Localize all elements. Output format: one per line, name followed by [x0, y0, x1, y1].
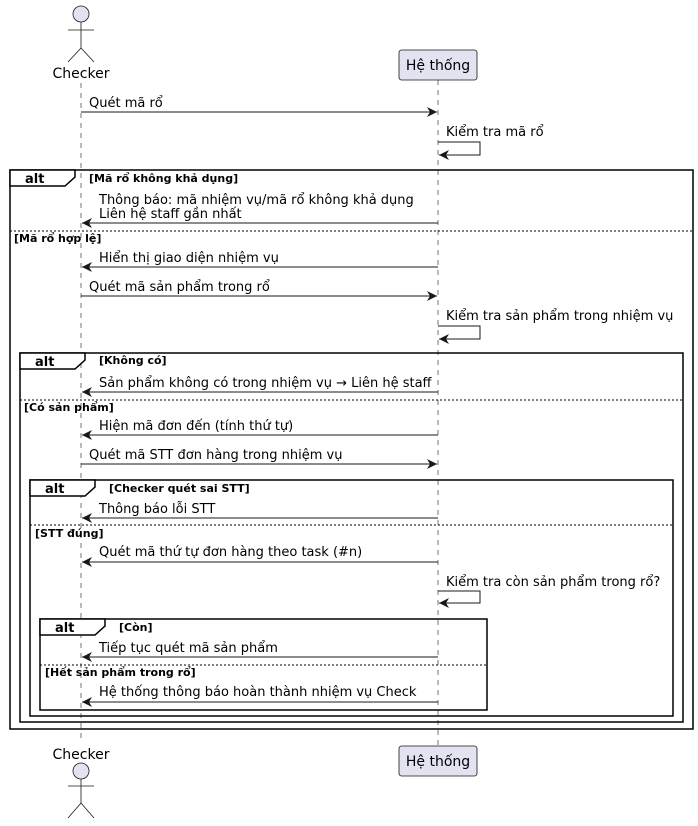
message-label: Kiểm tra còn sản phẩm trong rổ?	[446, 575, 661, 590]
message-label: Quét mã rổ	[89, 96, 163, 111]
message-label: Quét mã STT đơn hàng trong nhiệm vụ	[89, 448, 343, 463]
message-label: Thông báo lỗi STT	[99, 502, 216, 517]
actor-head	[73, 6, 89, 22]
message-label: Quét mã thứ tự đơn hàng theo task (#n)	[99, 545, 363, 560]
checker-name-bottom: Checker	[52, 747, 110, 763]
message-label: Hiện mã đơn đến (tính thứ tự)	[99, 419, 294, 434]
actor-leg-left	[68, 803, 81, 818]
message-label: Liên hệ staff gần nhất	[99, 207, 242, 222]
message-label: Quét mã sản phẩm trong rổ	[89, 280, 270, 295]
actor-leg-right	[81, 48, 94, 62]
actor-leg-right	[81, 803, 94, 818]
system-name-top: Hệ thống	[405, 58, 471, 74]
self-message-arrow	[438, 326, 480, 339]
self-message-arrow	[438, 142, 480, 155]
message-label: Kiểm tra mã rổ	[446, 125, 544, 140]
message-label: Kiểm tra sản phẩm trong nhiệm vụ	[446, 309, 674, 324]
message-label: Hệ thống thông báo hoàn thành nhiệm vụ Check	[99, 685, 417, 700]
alt-else-guard: [Có sản phẩm]	[24, 401, 114, 414]
alt-else-guard: [Mã rổ hợp lệ]	[14, 232, 102, 245]
checker-actor-bottom	[53, 747, 110, 818]
message-label: Hiển thị giao diện nhiệm vụ	[99, 251, 279, 266]
message-label: Sản phẩm không có trong nhiệm vụ → Liên hệ staff	[99, 376, 432, 391]
actor-leg-left	[68, 48, 81, 62]
alt-keyword: alt	[55, 621, 75, 636]
actor-head	[73, 763, 89, 779]
alt-guard: [Còn]	[119, 621, 153, 634]
alt-guard: [Không có]	[99, 354, 167, 367]
alt-keyword: alt	[45, 482, 65, 497]
self-message-arrow	[438, 591, 480, 603]
message-label: Tiếp tục quét mã sản phẩm	[99, 641, 278, 656]
alt-else-guard: [STT đúng]	[35, 527, 104, 540]
message-label: Thông báo: mã nhiệm vụ/mã rổ không khả dụng	[99, 193, 414, 208]
system-participant-bottom	[399, 746, 477, 776]
alt-else-guard: [Hết sản phẩm trong rổ]	[45, 666, 196, 679]
checker-actor-top	[53, 6, 110, 82]
checker-name-top: Checker	[52, 66, 110, 82]
alt-guard: [Mã rổ không khả dụng]	[89, 172, 239, 185]
system-participant-top	[399, 50, 477, 80]
alt-keyword: alt	[25, 172, 45, 187]
alt-guard: [Checker quét sai STT]	[109, 482, 250, 495]
alt-keyword: alt	[35, 355, 55, 370]
system-name-bottom: Hệ thống	[405, 754, 471, 770]
